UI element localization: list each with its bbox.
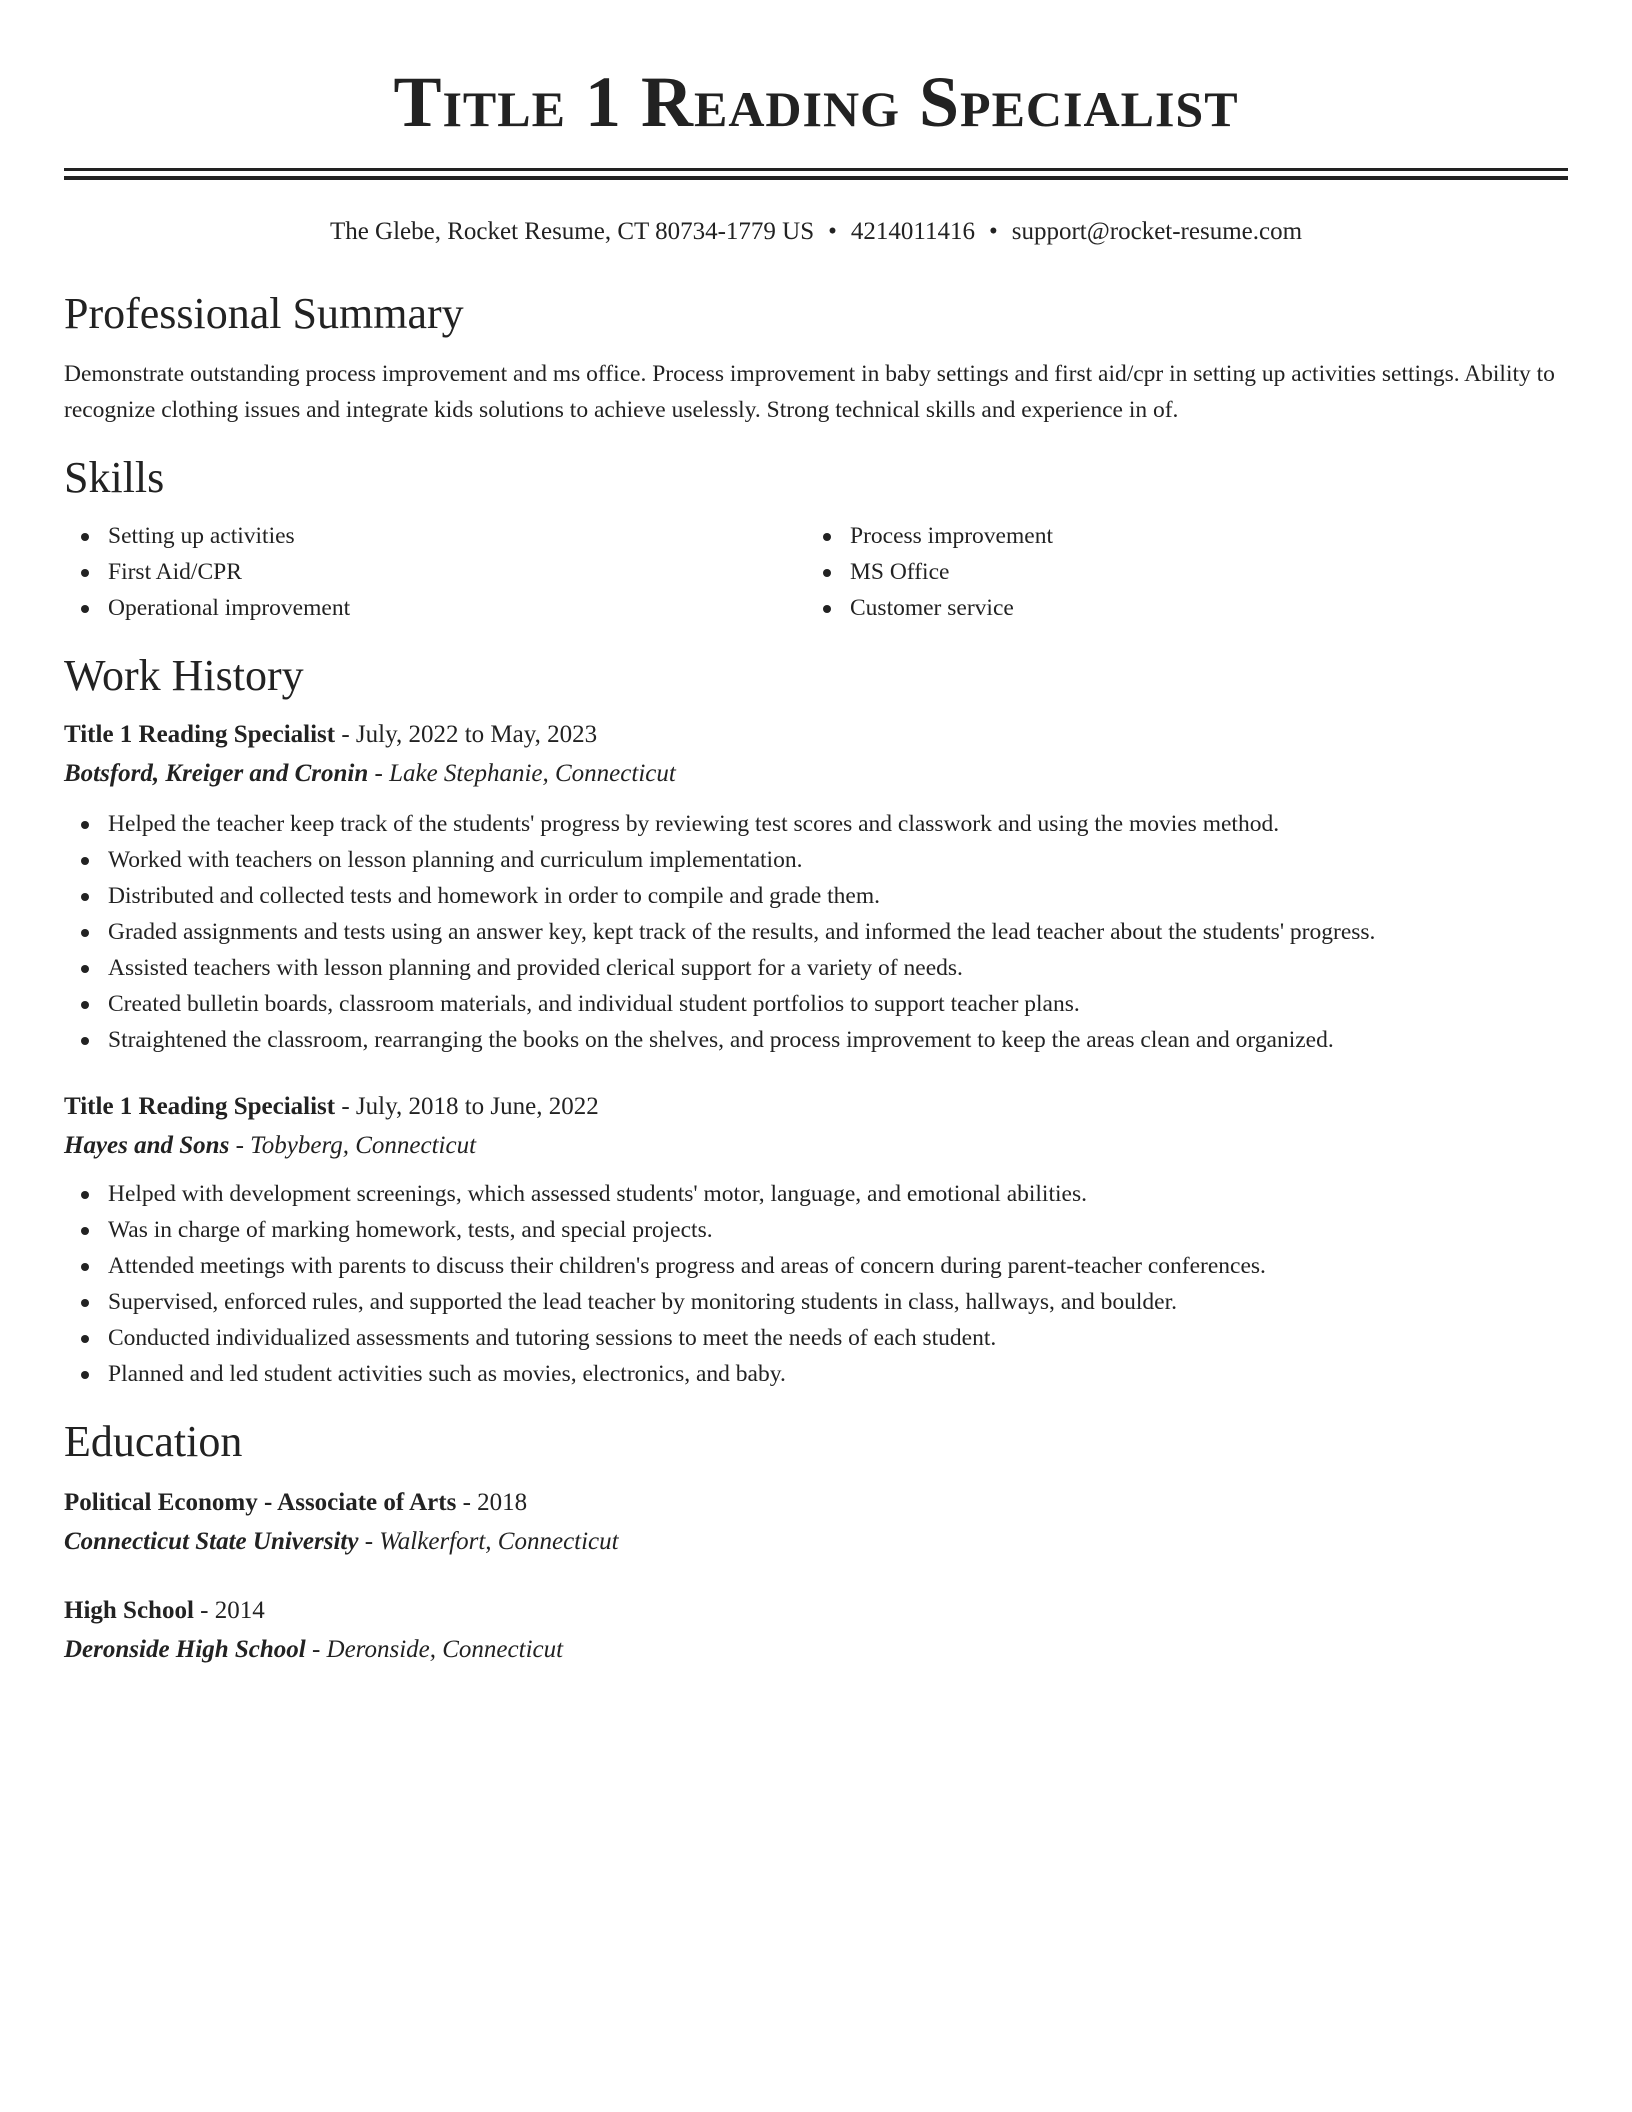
job-bullet: Supervised, enforced rules, and supported the lead teacher by monitoring students in class, hallways, and boulder. <box>64 1284 1568 1320</box>
contact-line <box>64 216 1568 248</box>
job-location: - Lake Stephanie, Connecticut <box>368 760 676 787</box>
contact-address: The Glebe, Rocket Resume, CT 80734-1779 US <box>329 218 815 245</box>
job-location: - Tobyberg, Connecticut <box>229 1132 477 1159</box>
job-company: Hayes and Sons <box>64 1132 230 1159</box>
skill-item: Operational improvement <box>64 590 806 626</box>
education-entry <box>64 1484 1568 1562</box>
job-bullet: Attended meetings with parents to discuss their children's progress and areas of concern during parent-teacher conferences. <box>64 1248 1568 1284</box>
education-year: - 2018 <box>456 1489 528 1516</box>
job-bullet: Helped the teacher keep track of the students' progress by reviewing test scores and classwork and using the movies method. <box>64 806 1568 842</box>
job-bullet: Worked with teachers on lesson planning and curriculum implementation. <box>64 842 1568 878</box>
job-role: Title 1 Reading Specialist <box>64 721 336 748</box>
contact-phone: 4214011416 <box>850 218 975 245</box>
job-bullets <box>64 1176 1568 1392</box>
job-bullets <box>64 806 1568 1058</box>
skill-item: MS Office <box>806 554 1548 590</box>
skills-column-left <box>64 518 806 626</box>
job-dates: - July, 2022 to May, 2023 <box>335 721 598 748</box>
education-school-line <box>64 1522 1568 1562</box>
job-bullet: Graded assignments and tests using an answer key, kept track of the results, and informed the lead teacher about the students' progress. <box>64 914 1568 950</box>
skill-item: First Aid/CPR <box>64 554 806 590</box>
contact-separator: • <box>988 218 998 245</box>
education-degree-line <box>64 1592 1568 1630</box>
skills-grid <box>64 518 1568 626</box>
education-heading: Education <box>64 1417 243 1466</box>
education-degree-line <box>64 1484 1568 1522</box>
education-school-line <box>64 1630 1568 1670</box>
resume-title: Title 1 Reading Specialist <box>393 62 1239 142</box>
education-location: - Walkerfort, Connecticut <box>358 1528 619 1555</box>
job-bullet: Straightened the classroom, rearranging the books on the shelves, and process improvement to keep the areas clean and organized. <box>64 1022 1568 1058</box>
job-bullet: Planned and led student activities such as movies, electronics, and baby. <box>64 1356 1568 1392</box>
job-company: Botsford, Kreiger and Cronin <box>64 760 369 787</box>
skills-heading: Skills <box>64 453 165 502</box>
skill-item: Process improvement <box>806 518 1548 554</box>
skills-column-right <box>806 518 1548 626</box>
job-entry <box>64 716 1568 1058</box>
skill-item: Setting up activities <box>64 518 806 554</box>
job-title-line <box>64 1088 1568 1126</box>
skill-item: Customer service <box>806 590 1548 626</box>
job-bullet: Created bulletin boards, classroom materials, and individual student portfolios to support teacher plans. <box>64 986 1568 1022</box>
job-bullet: Was in charge of marking homework, tests, and special projects. <box>64 1212 1568 1248</box>
job-company-line <box>64 754 1568 794</box>
work-history-heading: Work History <box>64 651 304 700</box>
job-title-line <box>64 716 1568 754</box>
title-divider <box>64 168 1568 180</box>
education-degree: Political Economy - Associate of Arts <box>64 1489 457 1516</box>
education-location: - Deronside, Connecticut <box>305 1636 564 1663</box>
job-company-line <box>64 1126 1568 1166</box>
contact-email: support@rocket-resume.com <box>1011 218 1303 245</box>
education-year: - 2014 <box>193 1597 265 1624</box>
job-role: Title 1 Reading Specialist <box>64 1093 336 1120</box>
education-school: Deronside High School <box>64 1636 306 1663</box>
job-bullet: Assisted teachers with lesson planning and provided clerical support for a variety of needs. <box>64 950 1568 986</box>
job-dates: - July, 2018 to June, 2022 <box>335 1093 599 1120</box>
summary-heading: Professional Summary <box>64 289 464 338</box>
education-degree: High School <box>64 1597 194 1624</box>
job-entry <box>64 1088 1568 1392</box>
job-bullet: Distributed and collected tests and homework in order to compile and grade them. <box>64 878 1568 914</box>
job-bullet: Helped with development screenings, which assessed students' motor, language, and emotional abilities. <box>64 1176 1568 1212</box>
job-bullet: Conducted individualized assessments and tutoring sessions to meet the needs of each student. <box>64 1320 1568 1356</box>
education-school: Connecticut State University <box>64 1528 359 1555</box>
summary-text: Demonstrate outstanding process improvement and ms office. Process improvement in baby settings and first aid/cpr in setting up activities settings. Ability to recognize clothing issues and integrate kids solutions to achieve uselessly. Strong technical skills and experience in of. <box>64 361 1555 423</box>
education-entry <box>64 1592 1568 1670</box>
contact-separator: • <box>828 218 837 245</box>
